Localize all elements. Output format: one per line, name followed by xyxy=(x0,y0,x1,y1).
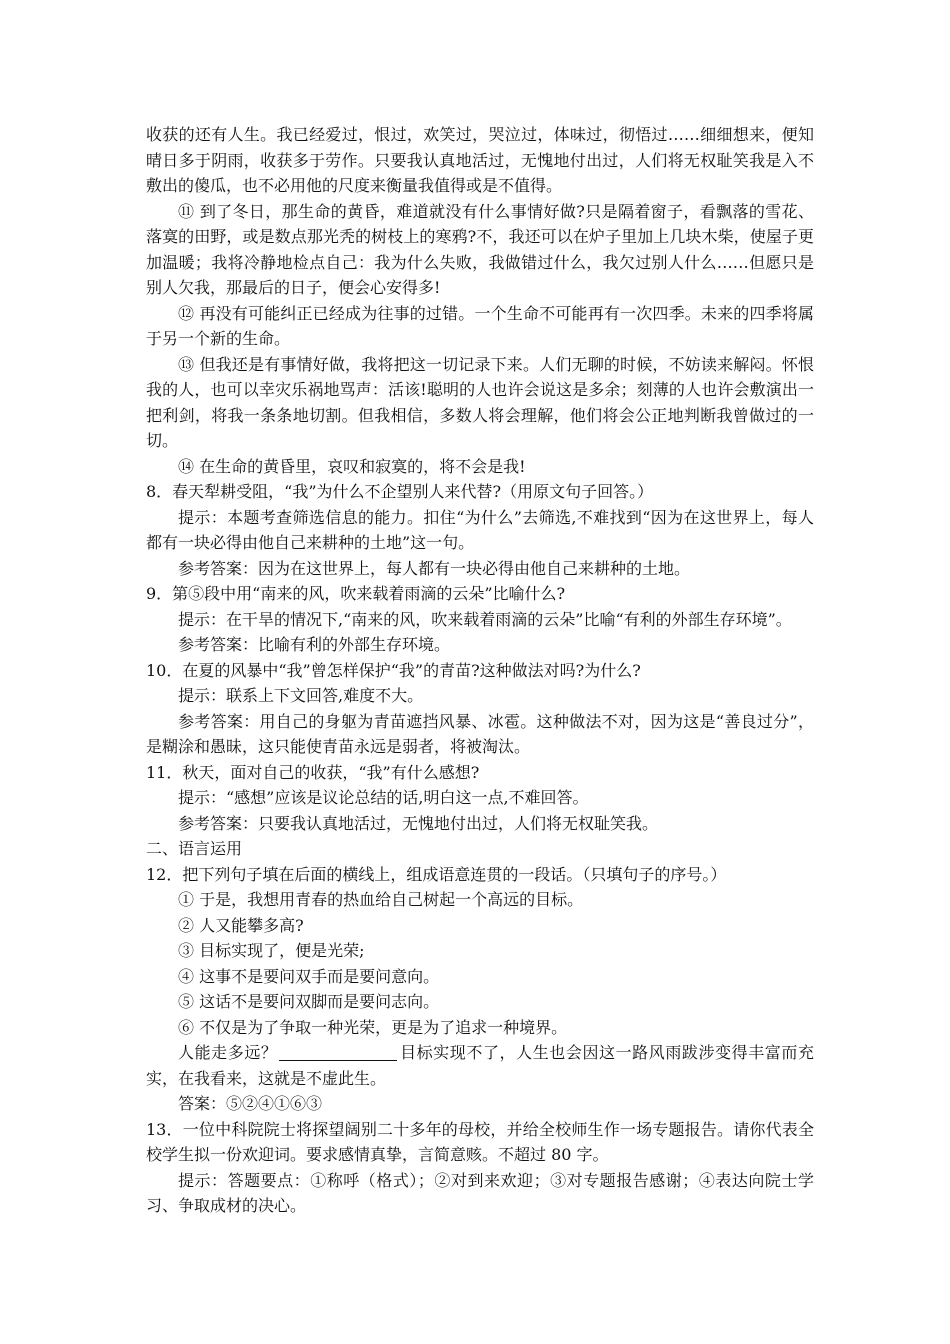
question-8-answer: 参考答案：因为在这世界上，每人都有一块必得由他自己来耕种的土地。 xyxy=(178,558,691,578)
question-12-option-3: ③ 目标实现了，便是光荣; xyxy=(178,941,365,960)
question-13: 13．一位中科院院士将探望阔别二十多年的母校，并给全校师生作一场专题报告。请你代表全校学生拟一份欢迎词。要求感情真挚，言简意赅。不超过 80 字。 xyxy=(146,1119,814,1164)
question-8: 8．春天犁耕受阻，“我”为什么不企望别人来代替?（用原文句子回答。） xyxy=(146,482,654,501)
question-12-option-1: ① 于是，我想用青春的热血给自己树起一个高远的目标。 xyxy=(178,890,584,909)
question-10-answer: 参考答案：用自己的身躯为青苗遮挡风暴、冰雹。这种做法不对，因为这是“善良过分”，是糊涂和愚昧，这只能使青苗永远是弱者，将被淘汰。 xyxy=(146,711,814,756)
question-10: 10．在夏的风暴中“我”曾怎样保护“我”的青苗?这种做法对吗?为什么? xyxy=(146,660,641,680)
question-12-fill-sentence xyxy=(146,1040,814,1091)
passage-paragraph-11: ⑪ 到了冬日，那生命的黄昏，难道就没有什么事情好做?只是隔着窗子，看飘落的雪花、落寞的田野，或是数点那光秃的树枝上的寒鸦?不，我还可以在炉子里加上几块木柴，使屋子更加温暖；我将冷静地检点自己：我为什么失败，我做错过什么，我欠过别人什么……但愿只是别人欠我，那最后的日子，便会心安得多! xyxy=(146,201,814,297)
passage-paragraph-13: ⑬ 但我还是有事情好做，我将把这一切记录下来。人们无聊的时候，不妨读来解闷。怀恨我的人，也可以幸灾乐祸地骂声：活该!聪明的人也许会说这是多余；刻薄的人也许会敷演出一把利剑，将我一条条地切割。但我相信，多数人将会理解，他们将会公正地判断我曾做过的一切。 xyxy=(146,354,814,450)
question-12: 12．把下列句子填在后面的横线上，组成语意连贯的一段话。（只填句子的序号。） xyxy=(146,864,727,884)
passage-paragraph-10-end: 收获的还有人生。我已经爱过，恨过，欢笑过，哭泣过，体味过，彻悟过……细细想来，便知晴日多于阴雨，收获多于劳作。只要我认真地活过，无愧地付出过，人们将无权耻笑我是入不敷出的傻瓜，也不必用他的尺度来衡量我值得或是不值得。 xyxy=(146,125,814,195)
question-11-answer: 参考答案：只要我认真地活过，无愧地付出过，人们将无权耻笑我。 xyxy=(178,813,659,833)
fill-blank-line[interactable] xyxy=(279,1042,397,1061)
question-12-answer: 答案：⑤②④①⑥③ xyxy=(178,1094,323,1113)
question-11-hint: 提示：“感想”应该是议论总结的话,明白这一点,不难回答。 xyxy=(178,788,589,807)
fill-after-text: 目标实现不了，人生也会因这一路风雨跋涉变得丰富而充实，在我看来，这就是不虚此生。 xyxy=(146,1043,814,1088)
question-12-option-4: ④ 这事不是要问双手而是要问意向。 xyxy=(178,966,440,986)
question-11: 11．秋天，面对自己的收获，“我”有什么感想? xyxy=(146,762,480,782)
document-body xyxy=(146,122,814,1219)
question-9: 9．第⑤段中用“南来的风，吹来载着雨滴的云朵”比喻什么? xyxy=(146,584,566,603)
fill-before-text: 人能走多远？ xyxy=(178,1043,278,1062)
passage-paragraph-14: ⑭ 在生命的黄昏里，哀叹和寂寞的，将不会是我! xyxy=(178,456,526,476)
question-12-option-2: ② 人又能攀多高? xyxy=(178,915,304,935)
section-heading-language-use: 二、语言运用 xyxy=(146,839,243,858)
question-12-option-6: ⑥ 不仅是为了争取一种光荣，更是为了追求一种境界。 xyxy=(178,1017,568,1037)
question-12-option-5: ⑤ 这话不是要问双脚而是要问志向。 xyxy=(178,992,440,1011)
question-8-hint: 提示：本题考查筛选信息的能力。扣住“为什么”去筛选,不难找到“因为在这世界上，每人都有一块必得由他自己来耕种的土地”这一句。 xyxy=(146,507,814,552)
question-9-hint: 提示：在干旱的情况下,“南来的风，吹来载着雨滴的云朵”比喻“有利的外部生存环境”。 xyxy=(178,609,792,629)
question-9-answer: 参考答案：比喻有利的外部生存环境。 xyxy=(178,635,451,654)
question-13-hint: 提示：答题要点：①称呼（格式）；②对到来欢迎；③对专题报告感谢；④表达向院士学习、争取成材的决心。 xyxy=(146,1170,814,1215)
passage-paragraph-12: ⑫ 再没有可能纠正已经成为往事的过错。一个生命不可能再有一次四季。未来的四季将属于另一个新的生命。 xyxy=(146,303,814,348)
question-10-hint: 提示：联系上下文回答,难度不大。 xyxy=(178,686,424,705)
